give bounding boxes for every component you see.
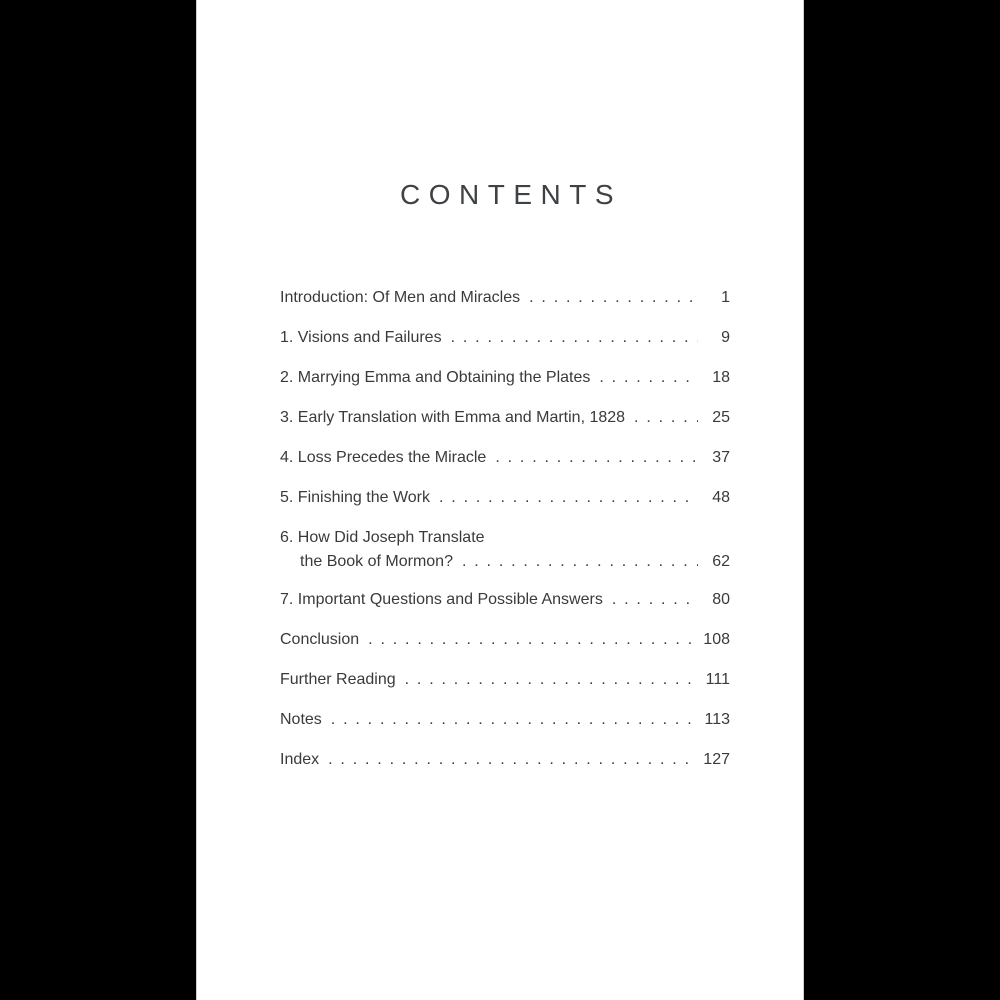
toc-entry-label-line-2 [280, 553, 730, 571]
toc-entry-chapter-7 [280, 591, 730, 609]
toc-entry-label: the Book of Mormon? [300, 553, 453, 570]
toc-entry-label: Further Reading [280, 671, 396, 688]
toc-entry-label: Conclusion [280, 631, 360, 648]
table-of-contents [280, 289, 730, 769]
toc-entry-label-line-1 [280, 529, 730, 547]
toc-entry-page-number: 80 [712, 591, 730, 608]
toc-entry-label: 1. Visions and Failures [280, 329, 442, 346]
dot-leader [405, 671, 698, 689]
toc-entry-label: 2. Marrying Emma and Obtaining the Plates [280, 369, 591, 386]
toc-entry-page-number: 108 [703, 631, 730, 648]
toc-entry-label: 4. Loss Precedes the Miracle [280, 449, 487, 466]
toc-entry-chapter-1 [280, 329, 730, 347]
toc-entry-further-reading [280, 671, 730, 689]
dot-leader [439, 489, 698, 507]
toc-entry-page-number: 62 [712, 553, 730, 570]
dot-leader [451, 329, 698, 347]
dot-leader [368, 631, 698, 649]
dot-leader [634, 409, 698, 427]
toc-entry-page-number: 37 [712, 449, 730, 466]
toc-entry-introduction [280, 289, 730, 307]
toc-entry-chapter-6 [280, 529, 730, 571]
dot-leader [529, 289, 698, 307]
page-title: CONTENTS [400, 179, 622, 210]
toc-entry-page-number: 18 [712, 369, 730, 386]
toc-entry-label: 5. Finishing the Work [280, 489, 430, 506]
dot-leader [331, 711, 698, 729]
toc-entry-label: Introduction: Of Men and Miracles [280, 289, 521, 306]
dot-leader [328, 751, 698, 769]
toc-entry-label: 3. Early Translation with Emma and Martin, 1828 [280, 409, 626, 426]
toc-entry-chapter-2 [280, 369, 730, 387]
dot-leader [612, 591, 698, 609]
toc-entry-page-number: 48 [712, 489, 730, 506]
toc-entry-page-number: 113 [704, 711, 730, 728]
toc-entry-chapter-5 [280, 489, 730, 507]
dot-leader [462, 553, 698, 571]
toc-entry-page-number: 111 [705, 671, 730, 688]
toc-entry-page-number: 9 [721, 329, 730, 346]
toc-entry-notes [280, 711, 730, 729]
toc-entry-chapter-4 [280, 449, 730, 467]
book-page [196, 0, 804, 1000]
dot-leader [599, 369, 698, 387]
toc-entry-index [280, 751, 730, 769]
toc-entry-label: Index [280, 751, 320, 768]
toc-entry-label: 6. How Did Joseph Translate [280, 529, 485, 546]
toc-entry-chapter-3 [280, 409, 730, 427]
toc-entry-page-number: 25 [712, 409, 730, 426]
dot-leader [495, 449, 698, 467]
toc-entry-label: 7. Important Questions and Possible Answers [280, 591, 603, 608]
toc-entry-page-number: 127 [703, 751, 730, 768]
toc-entry-conclusion [280, 631, 730, 649]
toc-entry-page-number: 1 [721, 289, 730, 306]
toc-entry-label: Notes [280, 711, 322, 728]
